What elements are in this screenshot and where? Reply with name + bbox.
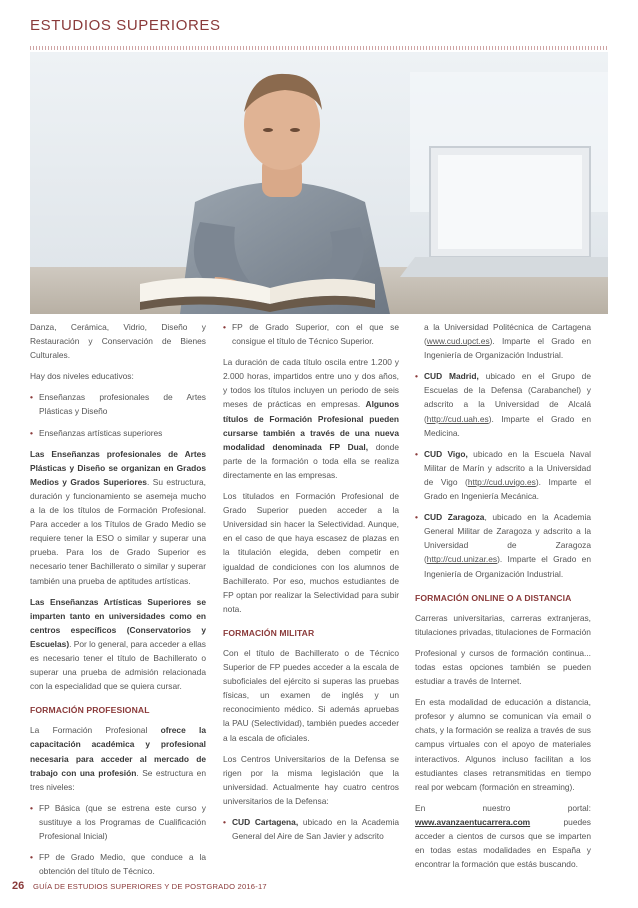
paragraph: En esta modalidad de educación a distancia, profesor y alumno se comunican vía email o chats, y la formación se realiza a través de sus campus virtuales con el apoyo de materiales interactivos. Algunos incluso facilitan a los estudiantes clases retransmitidas en tiempo real por webcam (formación en streaming). [415,697,591,792]
paragraph: Hay dos niveles educativos: [30,371,134,382]
article-body [30,320,608,877]
paragraph: Los titulados en Formación Profesional de Grado Superior pueden acceder a la Universidad sin hacer la Selectividad. Aunque, en el caso de que haya escasez de plazas en la titulación elegida, deben competir en igualdad de condiciones con los alumnos de Bachillerato. Por eso, muchos estudiantes de FP optan por realizar la Selectividad para subir nota. [223,491,399,614]
paragraph: Carreras universitarias, carreras extranjeras, titulaciones privadas, titulaciones de Formación [415,612,591,637]
header-divider [30,46,608,50]
bold-text: CUD Vigo, [424,448,468,459]
paragraph: Con el título de Bachillerato o de Técnico Superior de FP puedes acceder a la escala de suboficiales del ejército si superas las pruebas físicas, un examen de inglés y un reconocimiento médico. Si además apruebas la PAU (Selectividad), también puedes acceder a la escala de oficiales. [223,647,399,743]
text-column-3 [415,320,591,878]
paragraph [415,801,591,871]
list-item: • FP Básica (que se estrena este curso y sustituye a los Programas de Cualificación Profesional Inicial) [30,801,206,843]
page-header [0,0,638,50]
bold-text: Las Enseñanzas profesionales de Artes Plásticas y Diseño se organizan en Grados Medios y Grados Superiores [30,448,206,487]
list-item: • FP de Grado Medio, que conduce a la obtención del título de Técnico. [30,850,206,878]
section-heading: FORMACIÓN MILITAR [223,627,315,638]
list-item: • Enseñanzas profesionales de Artes Plásticas y Diseño [30,390,206,418]
text: , ubicado en la Academia General Militar de Zaragoza y adscrito a la Universidad de Zaragoza ( [424,512,591,565]
text: ubicado en el Grupo de Escuelas de la Defensa (Carabanchel) y adscrito a la Universidad de Alcalá ( [424,371,591,424]
text: ubicado en la Academia General del Aire de San Javier y adscrito [232,817,399,842]
text: puedes acceder a cientos de cursos que se imparten en todas estas modalidades en España y encontrar la formación que estás buscando. [415,816,591,870]
text: ubicado en la Escuela Naval Militar de Marín y adscrito a la Universidad de Vigo ( [424,448,591,487]
text: a la Universidad Politécnica de Cartagena ( [424,322,591,347]
link-cud-uah[interactable]: http://cud.uah.es [426,413,489,424]
text: ). Imparte el Grado en Ingeniería de Organización Industrial. [424,336,591,361]
text: En nuestro portal: [415,802,591,813]
text-column-1 [30,320,206,885]
bold-text: CUD Cartagena, [232,817,299,827]
list-item: • FP de Grado Superior, con el que se consigue el título de Técnico Superior. [223,320,399,348]
paragraph [223,355,399,482]
paragraph [30,595,206,694]
bold-text: Algunos títulos de Formación Profesional pueden cursarse también a través de una nueva modalidad denominada FP Dual, [223,399,400,452]
paragraph: Los Centros Universitarios de la Defensa se rigen por la misma legislación que la universidad. Actualmente hay cuatro centros universitarios de la Defensa: [223,753,399,806]
link-cud-uvigo[interactable]: http://cud.uvigo.es [467,476,536,487]
text-column-2 [223,320,399,850]
text: . Por lo general, para acceder a ellas es necesario tener el título de Bachillerato o superar una prueba de admisión relacionada con la especialidad que se quiera cursar. [30,638,206,692]
list-item [415,447,591,503]
paragraph [30,723,206,793]
link-avanzaentucarrera[interactable]: www.avanzaentucarrera.com [415,816,531,827]
list-item [415,369,591,439]
text: donde parte de la formación o toda ella se realiza directamente en las empresas. [223,441,399,480]
publication-title: GUÍA DE ESTUDIOS SUPERIORES Y DE POSTGRADO 2016-17 [33,882,267,891]
paragraph [30,447,206,588]
text: ). Imparte el Grado en Medicina. [424,413,591,438]
text: ). Imparte el Grado en Ingeniería de Organización Industrial. [424,554,591,579]
page-number: 26 [12,880,25,892]
student-illustration [30,52,608,314]
paragraph: Danza, Cerámica, Vidrio, Diseño y Restauración y Conservación de Bienes Culturales. [30,322,206,361]
text: ). Imparte el Grado en Ingeniería Mecánica. [424,476,592,502]
section-heading: FORMACIÓN PROFESIONAL [30,705,150,716]
list-item [415,510,591,580]
bold-text: Las Enseñanzas Artísticas Superiores se imparten tanto en universidades como en centros específicos (Conservatorios y Escuelas) [30,596,206,649]
paragraph [415,320,591,362]
link-cud-upct[interactable]: www.cud.upct.es [426,336,490,347]
section-heading: FORMACIÓN ONLINE O A DISTANCIA [415,592,572,603]
bold-text: CUD Zaragoza [424,512,485,523]
text: . Se estructura en tres niveles: [30,767,206,792]
bold-text: CUD Madrid, [424,371,479,382]
section-title: ESTUDIOS SUPERIORES [30,17,221,34]
list-item: • Enseñanzas artísticas superiores [30,426,206,440]
list-item [223,815,399,843]
text: . Su estructura, duración y funcionamiento se asemeja mucho a la de los títulos de Formación Profesional. Para acceder a los Títulos de Grado Medio se requiere tener la ESO o similar y superar una prueba. Para los de Grado Superior es necesario tener Bachillerato o similar y superar también una prueba de aptitudes artísticas. [30,476,206,586]
hero-photo-student-laptop [30,52,608,314]
text: La duración de cada título oscila entre 1.200 y 2.000 horas, impartidos entre uno y dos años, y todos los títulos incluyen un periodo de seis meses de prácticas en empresas. [223,357,399,410]
paragraph: Profesional y cursos de formación continua... todas estas opciones también se pueden estudiar a través de Internet. [415,647,591,687]
link-cud-unizar[interactable]: http://cud.unizar.es [426,554,498,565]
bold-text: ofrece la capacitación académica y profesional necesaria para acceder al mercado de trabajo con una profesión [30,725,206,778]
text: La Formación Profesional [30,725,161,736]
